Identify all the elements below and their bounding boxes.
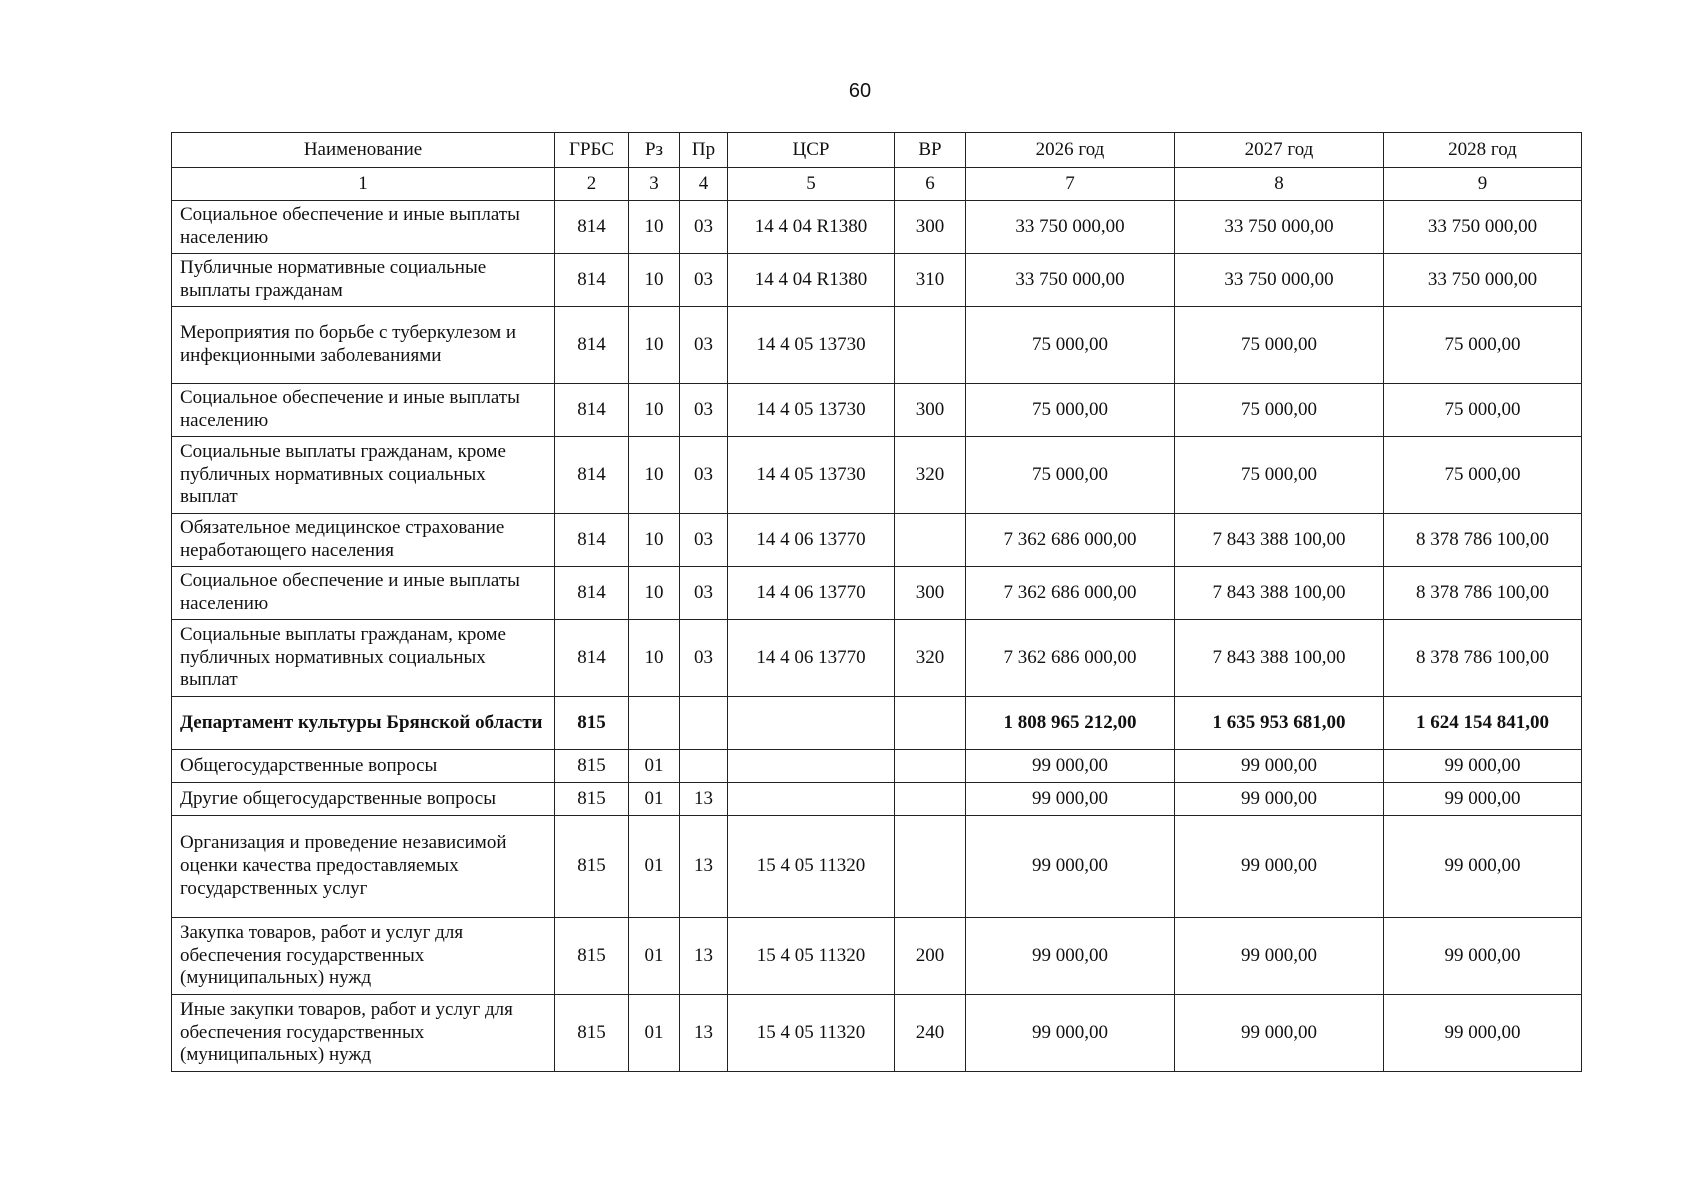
row-2027: 99 000,00 — [1175, 995, 1384, 1072]
row-vr: 200 — [895, 918, 966, 995]
row-2028: 8 378 786 100,00 — [1384, 514, 1582, 567]
row-grbs: 815 — [555, 918, 629, 995]
row-2026: 99 000,00 — [966, 750, 1175, 783]
row-pr: 03 — [680, 437, 728, 514]
row-csr: 14 4 06 13770 — [728, 620, 895, 697]
row-grbs: 814 — [555, 620, 629, 697]
column-number: 4 — [680, 168, 728, 201]
table-row-department — [172, 697, 1582, 750]
row-grbs: 815 — [555, 816, 629, 918]
row-name: Департамент культуры Брянской области — [172, 697, 555, 750]
row-vr: 300 — [895, 384, 966, 437]
row-pr: 03 — [680, 254, 728, 307]
row-pr: 03 — [680, 620, 728, 697]
row-2027: 1 635 953 681,00 — [1175, 697, 1384, 750]
row-vr: 320 — [895, 437, 966, 514]
table-row — [172, 254, 1582, 307]
row-csr: 14 4 04 R1380 — [728, 201, 895, 254]
row-2026: 7 362 686 000,00 — [966, 514, 1175, 567]
row-rz: 10 — [629, 437, 680, 514]
row-rz: 10 — [629, 567, 680, 620]
row-2026: 99 000,00 — [966, 995, 1175, 1072]
row-pr: 03 — [680, 567, 728, 620]
row-name: Организация и проведение независимой оценки качества предоставляемых государственных услуг — [172, 816, 555, 918]
column-header: Наименование — [172, 133, 555, 168]
row-vr: 300 — [895, 201, 966, 254]
row-2027: 7 843 388 100,00 — [1175, 620, 1384, 697]
row-vr: 320 — [895, 620, 966, 697]
row-2027: 75 000,00 — [1175, 437, 1384, 514]
row-2026: 1 808 965 212,00 — [966, 697, 1175, 750]
table-row — [172, 783, 1582, 816]
row-grbs: 815 — [555, 783, 629, 816]
row-2028: 99 000,00 — [1384, 918, 1582, 995]
column-number: 2 — [555, 168, 629, 201]
row-rz: 10 — [629, 384, 680, 437]
column-header: ЦСР — [728, 133, 895, 168]
column-header: 2028 год — [1384, 133, 1582, 168]
row-grbs: 814 — [555, 201, 629, 254]
row-2028: 75 000,00 — [1384, 384, 1582, 437]
row-rz: 01 — [629, 750, 680, 783]
row-rz: 01 — [629, 918, 680, 995]
row-rz: 01 — [629, 816, 680, 918]
row-name: Мероприятия по борьбе с туберкулезом и инфекционными заболеваниями — [172, 307, 555, 384]
column-header: Рз — [629, 133, 680, 168]
row-vr — [895, 307, 966, 384]
row-csr: 14 4 05 13730 — [728, 384, 895, 437]
table-row — [172, 918, 1582, 995]
row-pr: 03 — [680, 201, 728, 254]
row-csr: 14 4 05 13730 — [728, 307, 895, 384]
table-row — [172, 620, 1582, 697]
row-2028: 1 624 154 841,00 — [1384, 697, 1582, 750]
table-row — [172, 437, 1582, 514]
row-csr — [728, 750, 895, 783]
row-grbs: 814 — [555, 567, 629, 620]
row-2028: 99 000,00 — [1384, 816, 1582, 918]
table-row — [172, 750, 1582, 783]
row-csr: 15 4 05 11320 — [728, 816, 895, 918]
row-csr: 14 4 04 R1380 — [728, 254, 895, 307]
row-name: Публичные нормативные социальные выплаты гражданам — [172, 254, 555, 307]
column-header: ВР — [895, 133, 966, 168]
row-2028: 8 378 786 100,00 — [1384, 567, 1582, 620]
row-grbs: 814 — [555, 437, 629, 514]
row-name: Другие общегосударственные вопросы — [172, 783, 555, 816]
row-2028: 75 000,00 — [1384, 437, 1582, 514]
row-2028: 99 000,00 — [1384, 750, 1582, 783]
column-number: 8 — [1175, 168, 1384, 201]
row-2027: 33 750 000,00 — [1175, 201, 1384, 254]
column-header: 2026 год — [966, 133, 1175, 168]
row-2026: 75 000,00 — [966, 384, 1175, 437]
row-grbs: 814 — [555, 307, 629, 384]
row-name: Социальное обеспечение и иные выплаты населению — [172, 201, 555, 254]
column-number: 5 — [728, 168, 895, 201]
row-grbs: 814 — [555, 514, 629, 567]
row-2027: 99 000,00 — [1175, 918, 1384, 995]
row-grbs: 815 — [555, 995, 629, 1072]
row-rz: 10 — [629, 620, 680, 697]
row-2027: 75 000,00 — [1175, 307, 1384, 384]
row-grbs: 814 — [555, 384, 629, 437]
row-vr — [895, 750, 966, 783]
row-name: Общегосударственные вопросы — [172, 750, 555, 783]
row-vr — [895, 514, 966, 567]
row-2028: 99 000,00 — [1384, 995, 1582, 1072]
row-pr: 03 — [680, 307, 728, 384]
row-rz: 10 — [629, 201, 680, 254]
row-2026: 99 000,00 — [966, 918, 1175, 995]
row-2028: 75 000,00 — [1384, 307, 1582, 384]
table-row — [172, 816, 1582, 918]
row-vr — [895, 816, 966, 918]
row-vr — [895, 697, 966, 750]
row-2027: 33 750 000,00 — [1175, 254, 1384, 307]
row-rz: 01 — [629, 783, 680, 816]
row-pr: 03 — [680, 384, 728, 437]
column-number: 9 — [1384, 168, 1582, 201]
row-name: Социальное обеспечение и иные выплаты населению — [172, 567, 555, 620]
row-grbs: 815 — [555, 697, 629, 750]
row-name: Иные закупки товаров, работ и услуг для обеспечения государственных (муниципальных) нужд — [172, 995, 555, 1072]
row-rz — [629, 697, 680, 750]
row-2027: 99 000,00 — [1175, 816, 1384, 918]
column-header: ГРБС — [555, 133, 629, 168]
column-header: 2027 год — [1175, 133, 1384, 168]
table-row — [172, 567, 1582, 620]
row-vr: 310 — [895, 254, 966, 307]
row-2026: 99 000,00 — [966, 816, 1175, 918]
table-row — [172, 201, 1582, 254]
row-csr: 15 4 05 11320 — [728, 995, 895, 1072]
row-2027: 75 000,00 — [1175, 384, 1384, 437]
row-rz: 10 — [629, 307, 680, 384]
row-vr: 300 — [895, 567, 966, 620]
row-2028: 33 750 000,00 — [1384, 254, 1582, 307]
column-number: 3 — [629, 168, 680, 201]
row-csr: 14 4 05 13730 — [728, 437, 895, 514]
row-2026: 99 000,00 — [966, 783, 1175, 816]
row-2026: 75 000,00 — [966, 307, 1175, 384]
row-pr: 13 — [680, 918, 728, 995]
row-csr: 15 4 05 11320 — [728, 918, 895, 995]
row-pr: 13 — [680, 816, 728, 918]
table-row — [172, 384, 1582, 437]
row-2027: 7 843 388 100,00 — [1175, 514, 1384, 567]
column-number: 7 — [966, 168, 1175, 201]
row-name: Социальные выплаты гражданам, кроме публичных нормативных социальных выплат — [172, 437, 555, 514]
row-2026: 33 750 000,00 — [966, 201, 1175, 254]
row-csr: 14 4 06 13770 — [728, 567, 895, 620]
row-vr: 240 — [895, 995, 966, 1072]
row-rz: 10 — [629, 254, 680, 307]
row-pr: 03 — [680, 514, 728, 567]
row-name: Обязательное медицинское страхование неработающего населения — [172, 514, 555, 567]
row-2028: 99 000,00 — [1384, 783, 1582, 816]
row-pr: 13 — [680, 995, 728, 1072]
header-row — [172, 133, 1582, 168]
row-vr — [895, 783, 966, 816]
row-pr — [680, 750, 728, 783]
row-2026: 33 750 000,00 — [966, 254, 1175, 307]
row-csr — [728, 697, 895, 750]
row-name: Социальные выплаты гражданам, кроме публичных нормативных социальных выплат — [172, 620, 555, 697]
row-name: Закупка товаров, работ и услуг для обеспечения государственных (муниципальных) нужд — [172, 918, 555, 995]
row-grbs: 814 — [555, 254, 629, 307]
row-grbs: 815 — [555, 750, 629, 783]
page-number: 60 — [848, 80, 872, 102]
row-rz: 10 — [629, 514, 680, 567]
column-header: Пр — [680, 133, 728, 168]
row-2026: 75 000,00 — [966, 437, 1175, 514]
column-number: 6 — [895, 168, 966, 201]
row-name: Социальное обеспечение и иные выплаты населению — [172, 384, 555, 437]
row-2027: 7 843 388 100,00 — [1175, 567, 1384, 620]
row-2027: 99 000,00 — [1175, 783, 1384, 816]
row-rz: 01 — [629, 995, 680, 1072]
budget-table — [171, 132, 1582, 1072]
column-number-row — [172, 168, 1582, 201]
row-2027: 99 000,00 — [1175, 750, 1384, 783]
row-pr — [680, 697, 728, 750]
column-number: 1 — [172, 168, 555, 201]
row-csr: 14 4 06 13770 — [728, 514, 895, 567]
row-2028: 33 750 000,00 — [1384, 201, 1582, 254]
row-2026: 7 362 686 000,00 — [966, 620, 1175, 697]
row-pr: 13 — [680, 783, 728, 816]
table-row — [172, 307, 1582, 384]
row-2026: 7 362 686 000,00 — [966, 567, 1175, 620]
table-row — [172, 514, 1582, 567]
row-2028: 8 378 786 100,00 — [1384, 620, 1582, 697]
table-row — [172, 995, 1582, 1072]
row-csr — [728, 783, 895, 816]
